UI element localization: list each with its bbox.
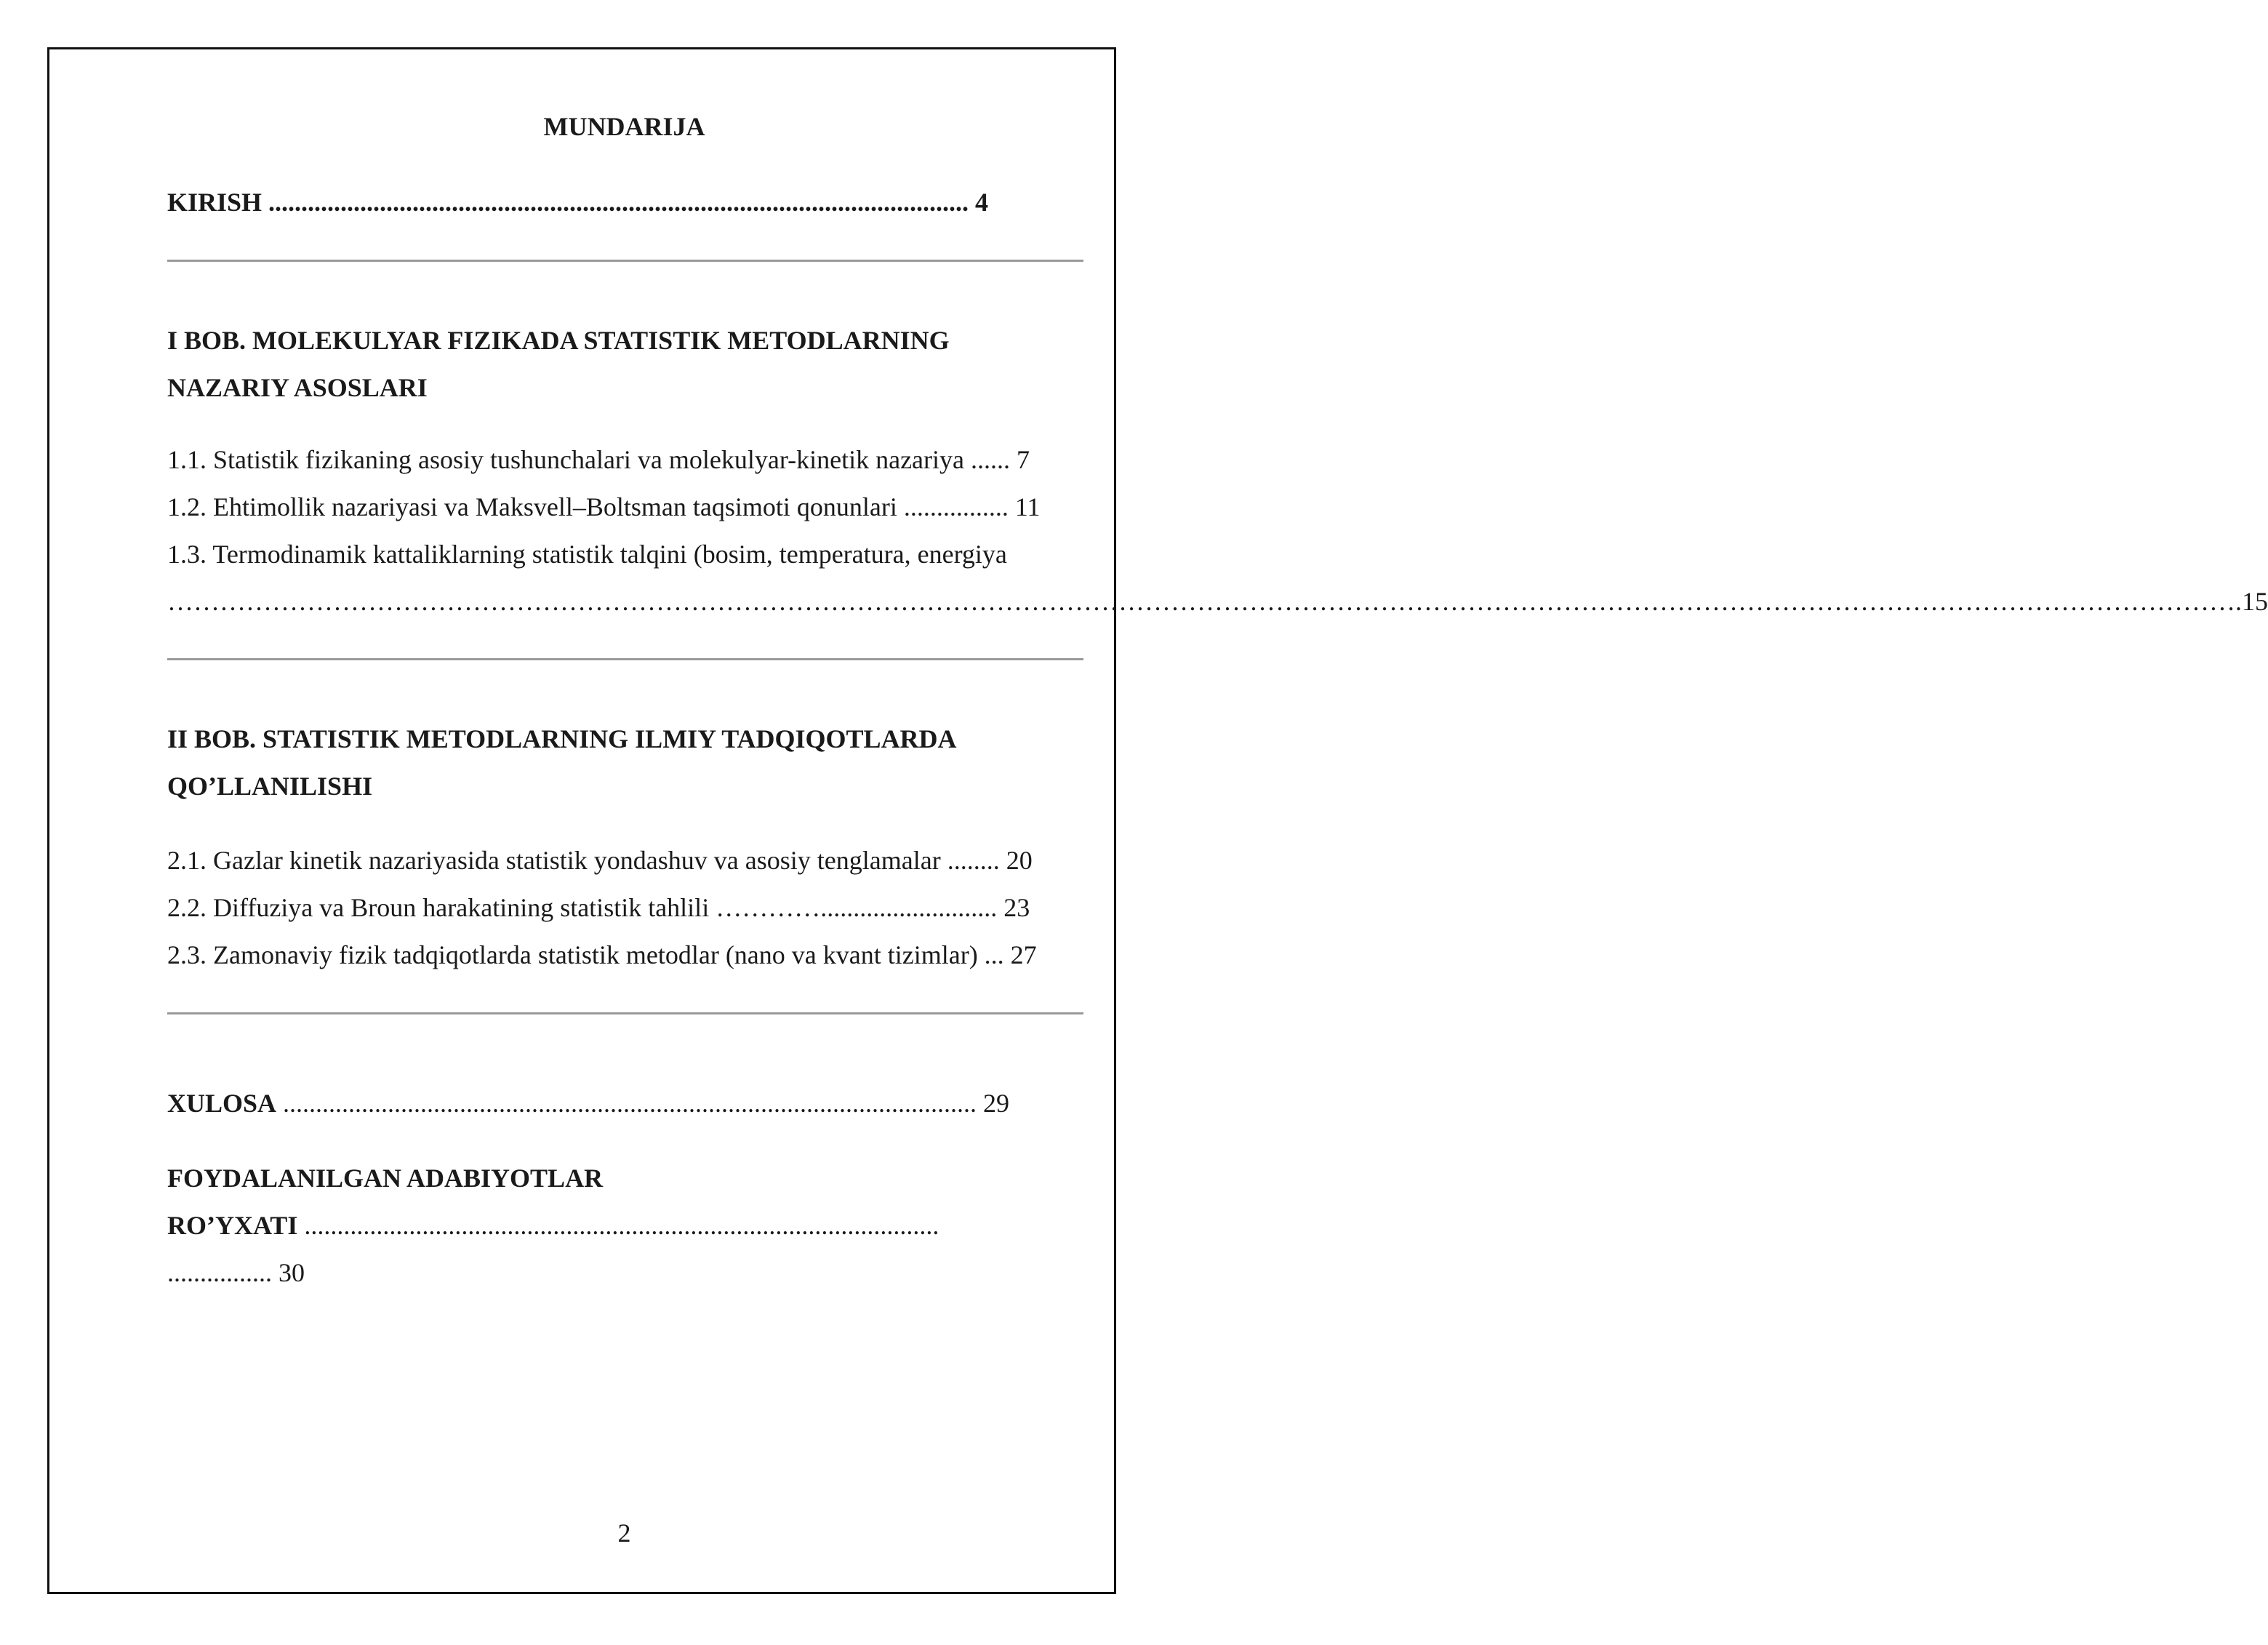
toc-page-references: ................ 30 xyxy=(167,1258,305,1287)
toc-entry-2-1: 2.1. Gazlar kinetik nazariyasida statistik yondashuv va asosiy tenglamalar ........ 20 xyxy=(167,846,1033,875)
page-title: MUNDARIJA xyxy=(543,112,705,141)
toc-entry-1-1: 1.1. Statistik fizikaning asosiy tushunchalari va molekulyar-kinetik nazariya ...... 7 xyxy=(167,445,1030,474)
chapter-1-heading-line-2: NAZARIY ASOSLARI xyxy=(167,373,428,402)
toc-leader-conclusion: .......................................................................................................... xyxy=(276,1089,977,1118)
section-divider xyxy=(167,1012,1083,1014)
chapter-2-heading-line-1: II BOB. STATISTIK METODLARNING ILMIY TADQIQOTLARDA xyxy=(167,724,957,753)
toc-entry-references xyxy=(167,1209,1085,1241)
toc-entry-1-3: 1.3. Termodinamik kattaliklarning statistik talqini (bosim, temperatura, energiya xyxy=(167,540,1007,569)
chapter-1-heading-line-1: I BOB. MOLEKULYAR FIZIKADA STATISTIK METODLARNING xyxy=(167,326,950,355)
toc-leader-intro: ........................................................................................................... xyxy=(262,188,969,217)
toc-label-references-line-2: RO’YXATI xyxy=(167,1211,298,1240)
toc-page-intro: 4 xyxy=(969,188,989,217)
toc-leader-references: ................................................................................................. xyxy=(297,1211,939,1240)
toc-entry-2-2: 2.2. Diffuziya va Broun harakatining statistik tahlili …………........................... 23 xyxy=(167,893,1030,922)
section-divider xyxy=(167,658,1083,660)
toc-label-conclusion: XULOSA xyxy=(167,1089,277,1118)
toc-entry-intro xyxy=(167,186,988,218)
page-number: 2 xyxy=(617,1518,631,1548)
toc-entry-2-3: 2.3. Zamonaviy fizik tadqiqotlarda statistik metodlar (nano va kvant tizimlar) ... 27 xyxy=(167,940,1037,969)
toc-page-conclusion: 29 xyxy=(977,1089,1010,1118)
toc-entry-1-3-leader: ………………………………………………………………………………………………………………………………………………………………………………………………………………….15 xyxy=(167,587,2268,616)
chapter-2-heading-line-2: QO’LLANILISHI xyxy=(167,772,373,801)
section-divider xyxy=(167,260,1083,262)
toc-entry-1-2: 1.2. Ehtimollik nazariyasi va Maksvell–Boltsman taqsimoti qonunlari ................ 11 xyxy=(167,492,1041,521)
toc-entry-conclusion xyxy=(167,1087,1009,1119)
toc-label-references-line-1: FOYDALANILGAN ADABIYOTLAR xyxy=(167,1164,604,1193)
toc-label-intro: KIRISH xyxy=(167,188,263,217)
